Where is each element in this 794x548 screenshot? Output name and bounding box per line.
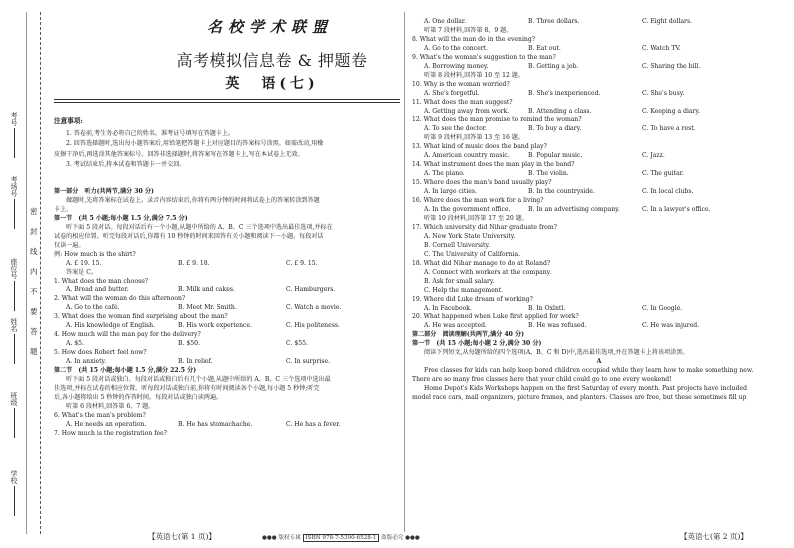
options — [412, 188, 786, 197]
options — [412, 152, 786, 161]
instruction: 阅读下列短文,从每题所给的四个选项(A、B、C 和 D)中,选出最佳选项,并在答题卡上将该项涂黑。 — [424, 349, 689, 357]
options — [54, 304, 400, 313]
option: B. In the countryside. — [528, 188, 595, 196]
options — [412, 63, 786, 72]
question: 11. What does the man suggest? — [412, 98, 513, 106]
option: A. In Facebook. — [424, 304, 472, 312]
option: B. £ 9. 18. — [178, 259, 210, 267]
option: B. Ask for small salary. — [424, 277, 495, 285]
option: C. Watch TV. — [642, 44, 681, 52]
brand-title: 名校学术联盟 — [206, 18, 333, 36]
option: C. Sharing the bill. — [642, 62, 701, 70]
options — [412, 45, 786, 54]
binding-line — [26, 12, 27, 534]
seal-char: 答 — [30, 327, 38, 336]
example-question: 例: How much is the shirt? — [54, 250, 136, 258]
seal-line — [40, 12, 41, 534]
isbn-label: ISBN 978-7-5390-6528-1 — [303, 534, 380, 542]
option: A. $5. — [66, 340, 84, 348]
instruction: 试卷的相应位置。听完每段对话后,你都有 10 秒钟的时间来回答有关小题和阅读下一小题。每段对话 — [54, 232, 324, 240]
option: A. £ 19. 15. — [66, 259, 102, 267]
option: B. Attending a class. — [528, 107, 592, 115]
option: C. $55. — [286, 340, 308, 348]
question: 16. Where does the man work for a living? — [412, 197, 544, 205]
option: C. The University of California. — [424, 250, 521, 258]
option: C. She's busy. — [642, 89, 685, 97]
options — [54, 340, 400, 349]
option: B. In relief. — [178, 358, 213, 366]
options — [412, 206, 786, 215]
right-body — [412, 18, 786, 403]
question: 10. Why is the woman worried? — [412, 80, 510, 88]
option: A. New York State University. — [424, 232, 516, 240]
section-heading: 第一节 (共 5 小题;每小题 1.5 分,满分 7.5 分) — [54, 214, 188, 222]
option: B. He was refused. — [528, 322, 587, 330]
copyright-strip — [262, 533, 420, 541]
copyright-pre: ●●● 版权专属 — [262, 535, 301, 541]
question: 17. Which university did Nihar graduate from? — [412, 223, 557, 231]
option: B. Getting a job. — [528, 62, 579, 70]
option: A. She's forgetful. — [424, 89, 480, 97]
question: 15. Where does the man's band usually play? — [412, 179, 552, 187]
field-school: 学校 — [4, 470, 18, 516]
option: C. Jazz. — [642, 152, 665, 160]
options — [412, 108, 786, 117]
option: C. He was injured. — [642, 322, 700, 330]
question: 7. How much is the registration fee? — [54, 429, 167, 437]
option: A. In anxiety. — [66, 358, 107, 366]
options — [412, 170, 786, 179]
options — [54, 286, 400, 295]
seal-char: 不 — [30, 287, 38, 296]
seal-char: 密 — [30, 207, 38, 216]
question: 18. What did Nihar manage to do at Roland? — [412, 259, 551, 267]
option: A. Getting away from work. — [424, 107, 510, 115]
instruction: 做题时,先将答案标在试卷上。录音内容结束后,你将有两分钟的时间将试卷上的答案转涂到答题 — [66, 196, 320, 204]
notice-line: 皮擦干净后,再选涂其他答案标号。回答非选择题时,将答案写在答题卡上,写在本试卷上无效。 — [54, 150, 304, 158]
option: C. Help the management. — [424, 286, 504, 294]
option: C. In local clubs. — [642, 188, 694, 196]
page-number-right: 【英语七(第 2 页)】 — [680, 532, 748, 541]
seal-char: 线 — [30, 247, 38, 256]
option: B. Three dollars. — [528, 18, 580, 25]
option: C. £ 9. 15. — [286, 259, 318, 267]
option: C. Keeping a diary. — [642, 107, 701, 115]
option: A. Go to the concert. — [424, 44, 489, 52]
instruction: 听下面 5 段对话或独白。每段对话或独白后有几个小题,从题中所给的 A、B、C 三个选项中选出最 — [66, 376, 331, 384]
option: B. Eat out. — [528, 44, 561, 52]
passage-line: Home Depot's Kids Workshops happen on the first Saturday of every month. Past projects have included — [424, 385, 748, 393]
question: 12. What does the man promise to remind the woman? — [412, 116, 582, 124]
question: 3. What does the woman find surprising about the man? — [54, 313, 228, 321]
instruction: 后,各小题将给出 5 秒钟的作答时间。每段对话或独白读两遍。 — [54, 393, 223, 401]
notice-block — [54, 116, 398, 170]
option: A. American country music. — [424, 152, 510, 160]
option: A. He was accepted. — [424, 322, 487, 330]
option: A. Connect with workers at the company. — [424, 268, 552, 276]
option: B. Popular music. — [528, 152, 583, 160]
option: B. To buy a diary. — [528, 125, 582, 133]
part-heading: 第二部分 阅读理解(共两节,满分 40 分) — [412, 331, 525, 339]
option: B. He has stomachache. — [178, 420, 253, 428]
options — [54, 322, 400, 331]
option: A. Borrowing money. — [424, 62, 489, 70]
option: B. Meet Mr. Smith. — [178, 304, 237, 312]
binding-strip — [0, 0, 50, 548]
option: A. Go to the café. — [66, 304, 120, 312]
notice-line: 1. 答卷前,考生务必将自己的姓名、准考证号填写在答题卡上。 — [66, 130, 235, 138]
section-heading: 第一节 (共 15 小题;每小题 2 分,满分 30 分) — [412, 340, 542, 348]
options — [54, 421, 400, 430]
question: 19. Where did Luke dream of working? — [412, 295, 533, 303]
option: C. To have a rest. — [642, 125, 696, 133]
option: B. In Oxlntl. — [528, 304, 566, 312]
header-rule — [54, 99, 400, 100]
material-note: 听第 6 段材料,回答第 6、7 题。 — [66, 402, 155, 410]
left-body — [54, 188, 400, 439]
question: 14. What instrument does the man play in the band? — [412, 161, 575, 169]
option: B. $50. — [178, 340, 200, 348]
option: A. In large cities. — [424, 188, 477, 196]
options — [412, 18, 786, 27]
instruction: 卡上。 — [54, 205, 73, 213]
question: 5. How does Robert feel now? — [54, 349, 147, 357]
page-divider — [404, 12, 405, 532]
options — [54, 358, 400, 367]
passage-line: Free classes for kids can help keep bored children occupied while they learn how to make something new. — [424, 367, 754, 375]
passage-label: A — [596, 358, 602, 366]
option: A. One dollar. — [424, 18, 467, 25]
option: C. In surprise. — [286, 358, 330, 366]
section-heading: 第二节 (共 15 小题;每小题 1.5 分,满分 22.5 分) — [54, 367, 197, 375]
option: C. In a lawyer's office. — [642, 206, 711, 214]
option: A. He needs an operation. — [66, 420, 147, 428]
field-name: 姓名 — [4, 318, 18, 364]
question: 9. What's the woman's suggestion to the man? — [412, 53, 556, 61]
question: 20. What happened when Luke first applied for work? — [412, 313, 579, 321]
option: C. Hamburgers. — [286, 286, 336, 294]
header-rule-thin — [54, 102, 400, 103]
options — [412, 305, 786, 314]
option: B. The violin. — [528, 170, 569, 178]
instruction: 仅读一遍。 — [54, 241, 85, 249]
option: C. In Google. — [642, 304, 683, 312]
copyright-post: 盗版必究 ●●● — [381, 535, 420, 541]
example-options — [54, 260, 400, 269]
seal-char: 封 — [30, 227, 38, 236]
option: B. His work experience. — [178, 322, 253, 330]
part-heading: 第一部分 听力(共两节,满分 30 分) — [54, 188, 154, 195]
example-answer: 答案是 C。 — [66, 268, 97, 276]
option: C. Watch a movie. — [286, 304, 342, 312]
field-room: 考场号 — [4, 176, 18, 229]
option: C. He has a fever. — [286, 420, 341, 428]
options — [412, 90, 786, 99]
option: C. Eight dollars. — [642, 18, 693, 25]
paper-title: 高考模拟信息卷 & 押题卷 — [176, 51, 368, 70]
passage-line: There are so many free classes here that your child could go to one every weekend! — [412, 376, 672, 384]
question: 4. How much will the man pay for the delivery? — [54, 331, 201, 339]
option: A. To see the doctor. — [424, 125, 487, 133]
option: A. Bread and butter. — [66, 286, 129, 294]
option: B. She's inexperienced. — [528, 89, 601, 97]
option: A. In the government office. — [424, 206, 511, 214]
instruction: 听下面 5 段对话。每段对话后有一个小题,从题中所给的 A、B、C 三个选项中选出最佳选项,并标在 — [66, 223, 333, 231]
option: C. His politeness. — [286, 322, 340, 330]
seal-char: 要 — [30, 307, 38, 316]
seal-char: 题 — [30, 347, 38, 356]
page-number-left: 【英语七(第 1 页)】 — [148, 532, 216, 541]
material-note: 听第 10 段材料,回答第 17 至 20 题。 — [424, 214, 528, 222]
passage-line: model race cars, mail organizers, picture frames, and planters. Classes are free, but these sometimes fill up — [412, 394, 747, 402]
notice-heading: 注意事项: — [54, 117, 83, 125]
material-note: 听第 7 段材料,回答第 8、9 题。 — [424, 26, 513, 34]
option: B. Cornell University. — [424, 241, 491, 249]
field-seat: 座位号 — [4, 258, 18, 311]
option: A. His knowledge of English. — [66, 322, 156, 330]
field-exam-no: 考号 — [4, 112, 18, 158]
question: 1. What does the man choose? — [54, 277, 149, 285]
option: A. The piano. — [424, 170, 465, 178]
seal-char: 内 — [30, 267, 38, 276]
subject-title: 英 语(七) — [225, 76, 319, 92]
question: 2. What will the woman do this afternoon? — [54, 295, 186, 303]
option: B. Milk and cakes. — [178, 286, 235, 294]
material-note: 听第 9 段材料,回答第 13 至 16 题。 — [424, 134, 524, 142]
notice-line: 2. 回答选择题时,选出每小题答案后,用铅笔把答题卡上对应题目的答案标号涂黑。如需改动,用橡 — [66, 140, 324, 148]
material-note: 听第 8 段材料,回答第 10 至 12 题。 — [424, 71, 524, 79]
notice-line: 3. 考试结束后,将本试卷和答题卡一并交回。 — [66, 160, 186, 168]
question: 6. What's the man's problem? — [54, 411, 146, 419]
field-class: 班级 — [4, 392, 18, 438]
question: 8. What will the man do in the evening? — [412, 35, 536, 43]
question: 13. What kind of music does the band play? — [412, 143, 547, 151]
instruction: 佳选项,并标在试卷的相应位置。听每段对话或独白前,你将有时间阅读各个小题,每小题 5 秒钟;听完 — [54, 384, 320, 392]
option: C. The guitar. — [642, 170, 684, 178]
option: B. In an advertising company. — [528, 206, 620, 214]
